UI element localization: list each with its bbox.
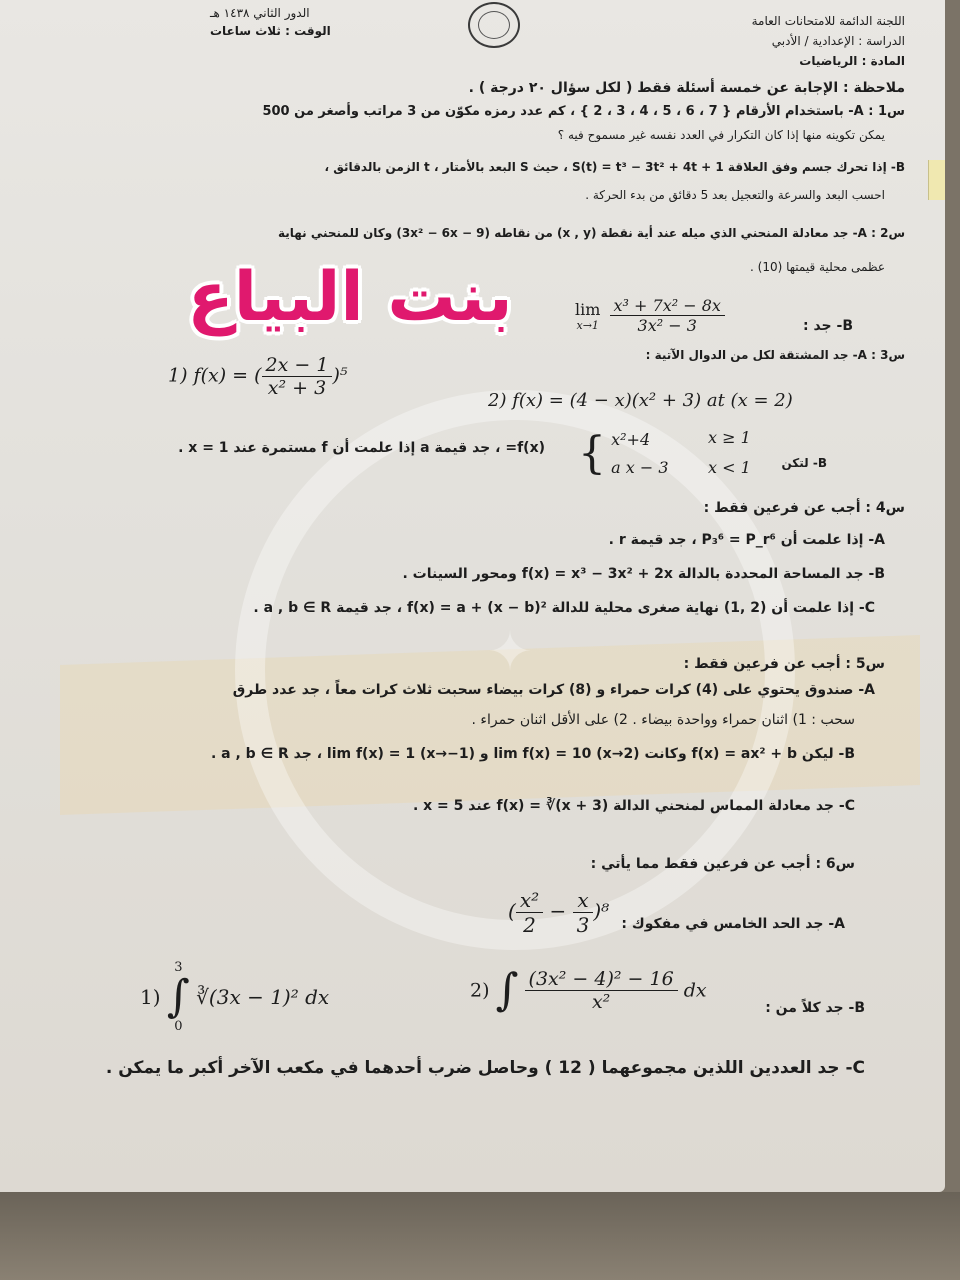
q6-b2-frac — [525, 968, 678, 1013]
q3-f1-den: x² + 3 — [267, 377, 327, 399]
q4-b: B- جد المساحة المحددة بالدالة f(x) = x³ − 3x² + 2x ومحور السينات . — [402, 566, 885, 582]
q1-b-line2: احسب البعد والسرعة والتعجيل بعد 5 دقائق من بدء الحركة . — [585, 188, 885, 202]
q6-a-n2: x — [573, 888, 594, 913]
q3-f1-prefix: 1) f(x) = ( — [168, 364, 262, 387]
q6-b2 — [470, 964, 707, 1016]
q6-a-label: A- جد الحد الخامس في مفكوك : — [621, 916, 845, 932]
q6-b2-prefix: 2) — [470, 979, 490, 1002]
background-table — [0, 1192, 960, 1280]
q3-piece1: x²+4 — [611, 430, 651, 449]
q3-f1-num: 2x − 1 — [262, 354, 333, 377]
q6-c: C- جد العددين اللذين مجموعهما ( 12 ) وحاصل ضرب أحدهما في مكعب الآخر أكبر ما يمكن . — [105, 1058, 865, 1078]
q2-b-limit — [575, 296, 725, 335]
q4-a: A- إذا علمت أن P₃⁶ = P_r⁶ ، جد قيمة r . — [608, 532, 885, 548]
q6-a-d1: 2 — [523, 913, 536, 937]
q2-fraction — [610, 296, 725, 335]
q3-f1-suffix: )⁵ — [332, 364, 348, 387]
q3-brace: { — [578, 428, 606, 479]
q6-b1-prefix: 1) — [140, 985, 161, 1009]
q2-lim-sub: x→1 — [576, 318, 599, 332]
q6-a-close: )⁸ — [593, 899, 610, 923]
q6-b2-num: (3x² − 4)² − 16 — [525, 968, 678, 991]
integral-icon: ∫ — [495, 964, 519, 1016]
q6-title: س6 : أجب عن فرعين فقط مما يأتي : — [590, 856, 855, 872]
q1-a-line2: يمكن تكوينه منها إذا كان التكرار في العدد نفسه غير مسموح فيه ؟ — [557, 128, 885, 142]
q6-b-label: B- جد كلاً من : — [765, 1000, 865, 1016]
header-committee: اللجنة الدائمة للامتحانات العامة — [751, 14, 905, 28]
q3-b-text: f(x)= ، جد قيمة a إذا علمت أن f مستمرة عند x = 1 . — [178, 440, 545, 456]
q4-c: C- إذا علمت أن (2 ,1) نهاية صغرى محلية للدالة f(x) = a + (x − b)² ، جد قيمة a , b ∈ R . — [253, 600, 875, 616]
q6-b1 — [140, 960, 329, 1034]
header-round: الدور الثاني ١٤٣٨ هـ — [210, 6, 310, 20]
q3-piece2: a x − 3 — [611, 458, 669, 477]
q6-a-open: ( — [508, 899, 516, 923]
ministry-seal-icon — [468, 2, 520, 48]
q2-b-label: B- جد : — [802, 318, 853, 334]
q1-a-line1: س1 : A- باستخدام الأرقام { 7 ، 6 ، 5 ، 4 ، 3 ، 2 } ، كم عدد رمزه مكوّن من 3 مراتب وأصغر من 500 — [262, 104, 905, 119]
header-subject: المادة : الرياضيات — [799, 54, 905, 68]
q3-f2: 2) f(x) = (4 − x)(x² + 3) at (x = 2) — [488, 390, 793, 411]
q4-title: س4 : أجب عن فرعين فقط : — [703, 500, 905, 516]
exam-note: ملاحظة : الإجابة عن خمسة أسئلة فقط ( لكل سؤال ٢٠ درجة ) . — [468, 80, 905, 96]
q5-b: B- ليكن f(x) = ax² + b وكانت lim f(x) = 10 (x→2) و lim f(x) = 1 (x→−1) ، جد a , b ∈ R . — [210, 746, 855, 762]
q6-a-frac2 — [573, 888, 594, 937]
q3-cond2: x < 1 — [708, 458, 751, 477]
brand-overlay-text: بنت البياع — [187, 258, 513, 337]
q6-a-d2: 3 — [576, 913, 590, 937]
q3-cond1: x ≥ 1 — [708, 428, 751, 447]
q6-a-expr — [508, 888, 609, 937]
q6-b1-lower: 0 — [174, 1019, 183, 1034]
q6-b2-den: x² — [591, 991, 611, 1013]
q6-b1-upper: 3 — [174, 960, 183, 975]
q5-title: س5 : أجب عن فرعين فقط : — [683, 656, 885, 672]
q6-a-minus: − — [549, 899, 567, 923]
q5-a-line1: A- صندوق يحتوي على (4) كرات حمراء و (8) كرات بيضاء سحبت ثلاث كرات معاً ، جد عدد طرق — [232, 682, 875, 698]
q6-b2-dx: dx — [683, 979, 707, 1002]
q3-f1-frac — [262, 354, 333, 399]
q2-frac-num: x³ + 7x² − 8x — [610, 296, 725, 316]
q1-b-line1: B- إذا تحرك جسم وفق العلاقة S(t) = t³ − 3t² + 4t + 1 ، حيث S البعد بالأمتار ، t الزمن بالدقائق ، — [324, 160, 905, 174]
watermark-text: ✦ — [487, 620, 533, 683]
q2-a-line2: عظمى محلية قيمتها (10) . — [750, 260, 885, 274]
header-study: الدراسة : الإعدادية / الأدبي — [771, 34, 905, 48]
q3-piecewise — [578, 426, 669, 482]
q5-a-line2: سحب : 1) اثنان حمراء وواحدة بيضاء . 2) على الأقل اثنان حمراء . — [471, 712, 855, 728]
q3-a-line: س3 : A- جد المشتقة لكل من الدوال الآتية : — [645, 348, 905, 362]
paper-edge-strip — [928, 160, 945, 200]
q6-a-frac1 — [516, 888, 543, 937]
q3-b-label: B- لتكن — [781, 456, 827, 470]
q2-a-line1: س2 : A- جد معادلة المنحني الذي ميله عند أية نقطة (x , y) من نقاطه (3x² − 6x − 9) وكان للمنحني نهاية — [277, 226, 905, 240]
q5-c: C- جد معادلة المماس لمنحني الدالة f(x) = ∛(x + 3) عند x = 5 . — [412, 798, 855, 814]
q2-lim-word: lim — [575, 299, 601, 319]
q6-b1-body: ∛(3x − 1)² dx — [196, 985, 330, 1009]
q2-frac-den: 3x² − 3 — [637, 316, 697, 335]
integral-icon: ∫ — [166, 971, 190, 1022]
q3-f1 — [168, 354, 347, 399]
q6-a-n1: x² — [516, 888, 543, 913]
header-time: الوقت : ثلاث ساعات — [210, 24, 331, 38]
